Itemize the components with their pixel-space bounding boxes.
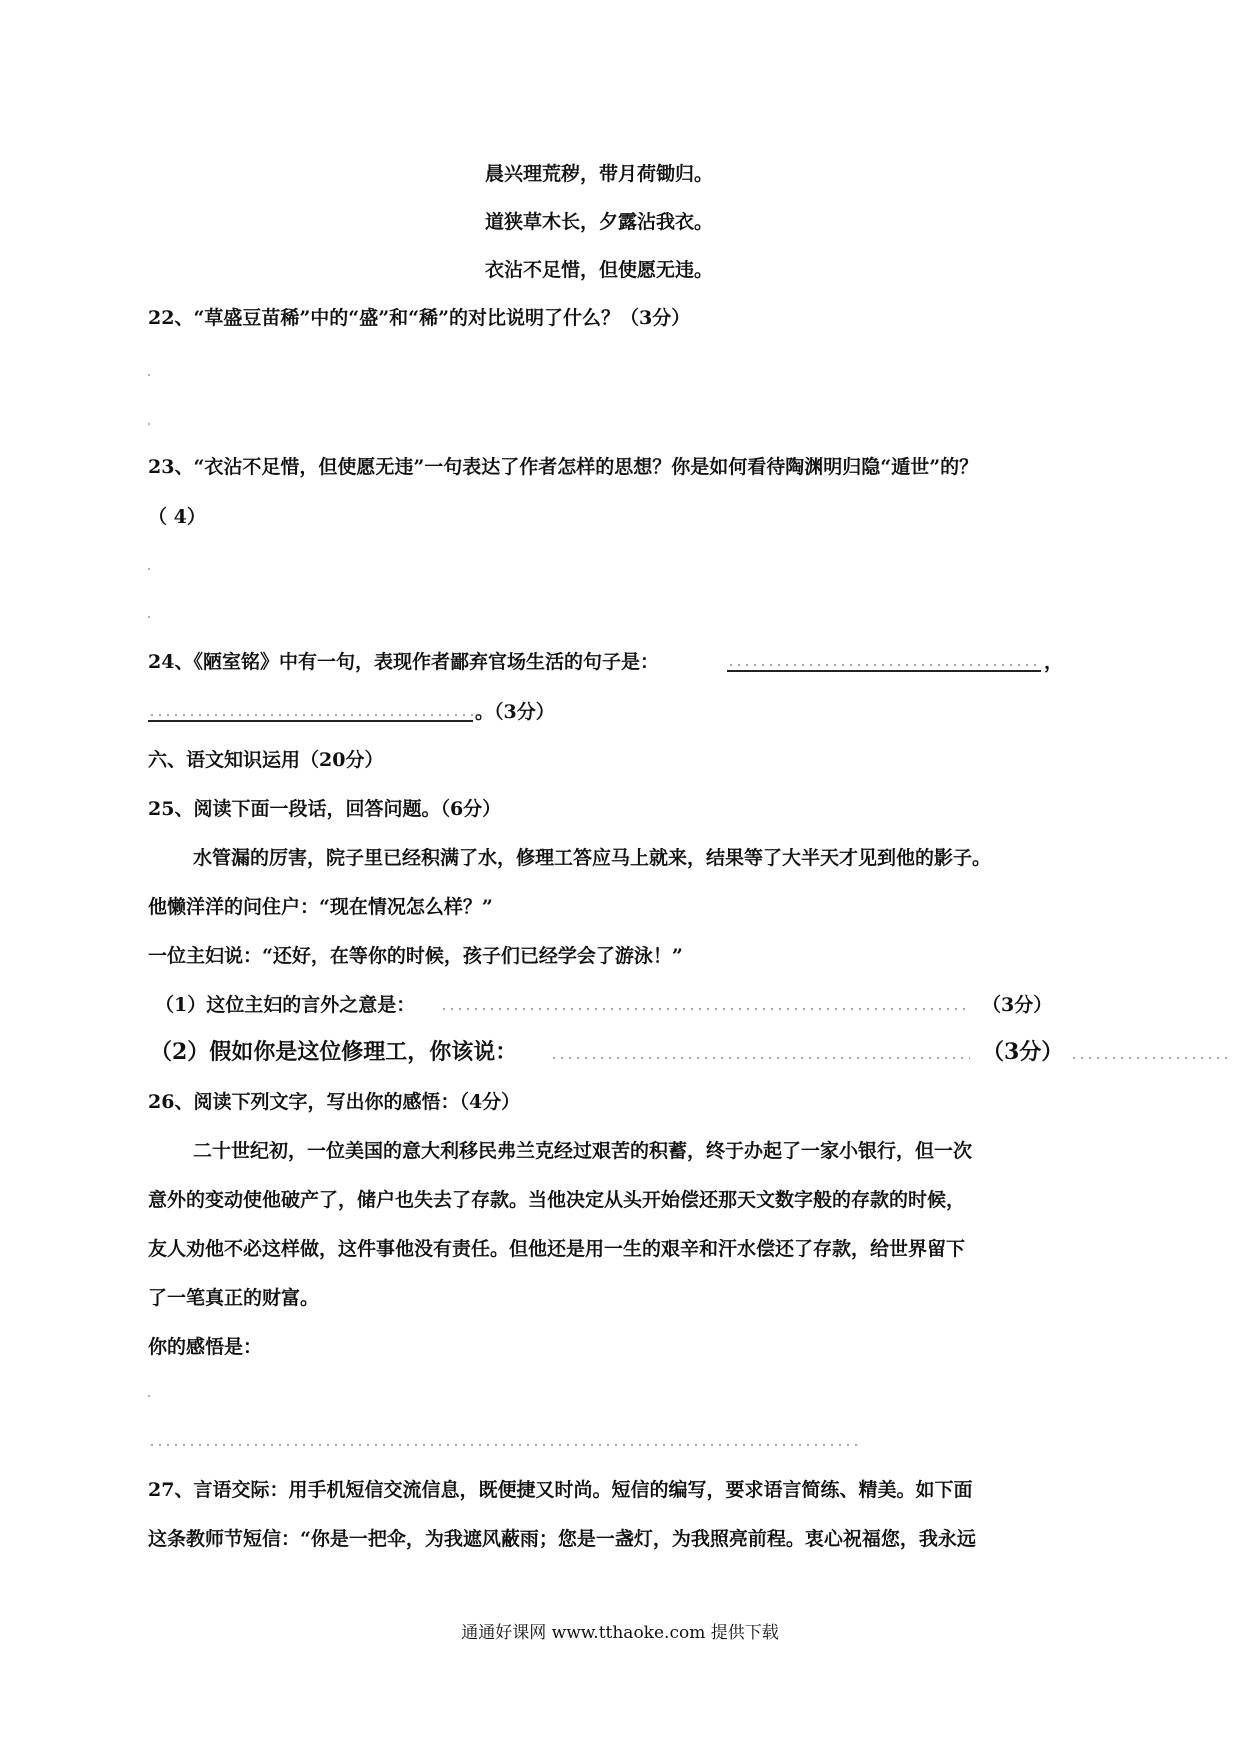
q25-sub-2-answer-line-extension [1070, 1057, 1230, 1059]
fill-blank-2[interactable] [148, 718, 473, 722]
question-26-title: 26、阅读下列文字，写出你的感悟：（4分） [148, 1091, 521, 1113]
q25-sub-1-answer-line[interactable] [440, 1008, 970, 1010]
answer-line-mark [148, 568, 150, 570]
section-6-heading: 六、语文知识运用（20分） [148, 749, 384, 771]
poem-line-1: 晨兴理荒秽，带月荷锄归。 [485, 163, 714, 185]
poem-line-2: 道狭草木长，夕露沾我衣。 [485, 211, 714, 233]
poem-line-3: 衣沾不足惜，但使愿无违。 [485, 259, 714, 281]
question-22: 22、“草盛豆苗稀”中的“盛”和“稀”的对比说明了什么？（3分） [148, 307, 691, 329]
q26-passage-line-1: 二十世纪初，一位美国的意大利移民弗兰克经过艰苦的积蓄，终于办起了一家小银行，但一次 [193, 1140, 973, 1162]
q25-sub-2-answer-line[interactable] [550, 1057, 970, 1059]
answer-line-mark [148, 374, 150, 376]
answer-line-mark [148, 616, 150, 618]
q25-sub-1-score: （3分） [982, 994, 1053, 1016]
q25-sub-1-label: （1）这位主妇的言外之意是： [155, 994, 416, 1016]
fill-blank-1[interactable] [727, 668, 1041, 672]
answer-line-mark [148, 1395, 150, 1397]
q26-passage-line-4: 了一笔真正的财富。 [148, 1287, 320, 1309]
question-24-comma: ， [1044, 651, 1064, 673]
q25-passage-line-2: 他懒洋洋的问住户：“现在情况怎么样？” [148, 896, 493, 918]
q26-prompt: 你的感悟是： [148, 1336, 263, 1358]
question-23-line-2: （ 4） [148, 506, 206, 528]
question-24-line-1: 24、《陋室铭》中有一句，表现作者鄙弃官场生活的句子是： [148, 651, 659, 673]
question-24-end: 。（3分） [475, 701, 555, 723]
q26-answer-line[interactable] [148, 1444, 860, 1446]
q26-passage-line-3: 友人劝他不必这样做，这件事他没有责任。但他还是用一生的艰辛和汗水偿还了存款，给世界留下 [148, 1238, 966, 1260]
question-27-line-1: 27、言语交际：用手机短信交流信息，既便捷又时尚。短信的编写，要求语言简练、精美。如下面 [148, 1479, 973, 1501]
q26-passage-line-2: 意外的变动使他破产了，储户也失去了存款。当他决定从头开始偿还那天文数字般的存款的时候， [148, 1189, 966, 1211]
question-25-title: 25、阅读下面一段话，回答问题。（6分） [148, 798, 502, 820]
answer-line-mark [148, 423, 150, 425]
question-27-line-2: 这条教师节短信：“你是一把伞，为我遮风蔽雨；您是一盏灯，为我照亮前程。衷心祝福您，我永远 [148, 1528, 976, 1550]
page-footer: 通通好课网 www.tthaoke.com 提供下载 [461, 1623, 779, 1643]
question-23-line-1: 23、“衣沾不足惜，但使愿无违”一句表达了作者怎样的思想？你是如何看待陶渊明归隐“遁世”的？ [148, 456, 979, 478]
q25-passage-line-1: 水管漏的厉害，院子里已经积满了水，修理工答应马上就来，结果等了大半天才见到他的影子。 [193, 847, 992, 869]
q25-sub-2-score: （3分） [982, 1039, 1064, 1065]
q25-sub-2-label: （2）假如你是这位修理工，你该说： [150, 1039, 518, 1065]
q25-passage-line-3: 一位主妇说：“还好，在等你的时候，孩子们已经学会了游泳！” [148, 945, 683, 967]
